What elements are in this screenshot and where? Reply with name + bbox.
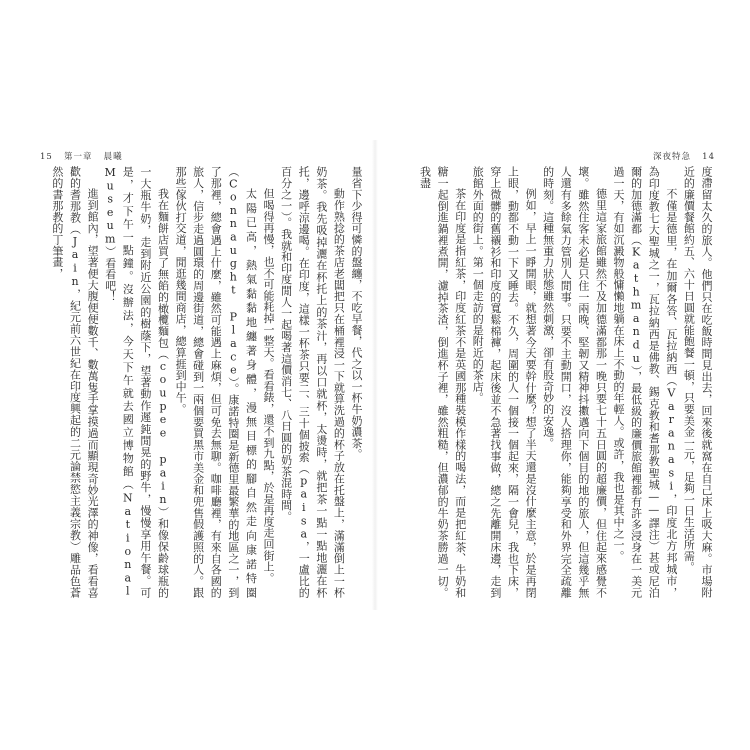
left-page-body xyxy=(40,166,365,598)
paragraph: 量省下少得可憐的盤纏，不吃早餐，代之以一杯牛奶濃茶。 xyxy=(350,166,363,460)
paragraph: 德里這家旅館雖然不及加德滿都那一晚只要七十五日圓的超廉價，但住起來感覺不壞。雖然住客未必是只住一兩晚、堅韌又精神抖擻邁向下個目的地的旅人，但這幾乎無人還有多餘氣力管別人閒事。只要不主動開口，沒人搭理你，能夠享受和外界完全疏離的時刻。這種無重力狀態雖然刺激，卻有股奇妙的安逸。 xyxy=(541,166,608,598)
book-gutter xyxy=(372,140,378,610)
left-running-header xyxy=(40,150,123,164)
book-title: 深夜特急 xyxy=(653,152,692,162)
paragraph: 例如，早上一睜開眼，就想著今天要幹什麼？想了半天還是沒什麼主意，於是再閉上眼，動都不動一下又睡去。不久，周圍的人一個接一個起來，隔一會兒，我也下床，穿上微髒的舊襯衫和印度的寬鬆棉褲，起床後並不急著找事做，總之先離開床邊，走到旅館外面的街上。第一個走訪的是附近的茶店。 xyxy=(471,166,538,598)
paragraph: 動作熟捻的茶店老闆把只在桶裡浸一下就算洗過的杯子放在托盤上，滿滿倒上一杯奶茶。我先吸掉灑在杯托上的茶汁，再以口就杯，太燙時，就把茶一點一點地灑在杯托，邊呼涼邊喝。在印度，這樣一杯茶只要二、三十個披索（paisa，一盧比的百分之一）。我就和印度閒人一起喝著這價消七、八日圓的奶茶混時間。 xyxy=(279,166,346,598)
right-running-header xyxy=(653,150,715,164)
right-page xyxy=(390,150,715,600)
right-page-body xyxy=(390,166,715,598)
paragraph: 不僅是德里，在加爾各答、瓦拉納西（Varanasi，印度北方邦城市，為印度教七大聖城之一，瓦拉納西是佛教、錫克教和耆那教聖城——譯注）甚或尼泊爾的加德滿都（Kathmandu），最低級的廉價旅館裡都有許多浸身在一美元過一天，有如沉澱物般慵懶地躺在床上不動的年輕人。或許，我也是其中之一。 xyxy=(612,166,678,598)
paragraph: 進到館內，望著便大腹便便數千、數萬隻手掌摸過而顯現奇妙光澤的神像，看看喜歡的耆那教（Jain，紀元前六世紀在印度興起的二元論禁慾主義宗教）雕品色蒼然的書那教的丁筆畫， xyxy=(50,166,100,598)
paragraph: 我在麵餅店買了無餡的橄欖麵包（coupee pain）和像保齡球瓶的一大瓶牛奶，走到附近公園的樹蔭下，望著動作遲鈍閒晃的野牛，慢慢享用午餐。可是，才下午一點鐘。沒辦法，今天下午就去國立博物館（National Museum）看看吧！ xyxy=(103,166,170,598)
paragraph: 度滯留太久的旅人。他們只在吃飯時間見出去，回來後就窩在自己床上吸大麻。市場附近的廉價餐館約五、六十日圓就能飽餐一頓，只要美金一元，足夠一日生活所需。 xyxy=(682,166,713,598)
chapter-title: 晨曦 xyxy=(103,152,123,162)
right-page-number: 14 xyxy=(702,152,715,162)
left-page xyxy=(40,150,365,600)
paragraph: 但喝得再慢，也不可能耗掉一整天。看看錶，還不到九點，於是再度走回街上。 xyxy=(262,188,276,584)
paragraph: 太陽已高，熱氣黏黏地纏著身體，漫無目標的腳自然走向康諾特圈（Connaught Place）。康諾特圈是新德里最繁華的地區之一，到了那裡，總會遇上什麼，雖然可能遇上麻煩，但可免去無聊。咖啡廳裡，有來自各國的旅人，信步走過圓環的周邊街道，總會碰到一兩個要買黑市美金和兜售假護照的人。跟那些傢伙打交道，閒逛幾間商店，總算捱到中午。 xyxy=(174,166,258,598)
paragraph: 茶在印度是指紅茶，印度紅茶不是英國那種裝模作樣的喝法，而是把紅茶、牛奶和糖一起倒進鍋裡煮開，濾掉茶渣，倒進杯子裡，雖然粗糙，但濃郁的牛奶茶勝過一切。我盡 xyxy=(418,166,467,598)
chapter-number: 第一章 xyxy=(63,152,93,162)
left-page-number: 15 xyxy=(40,152,53,162)
